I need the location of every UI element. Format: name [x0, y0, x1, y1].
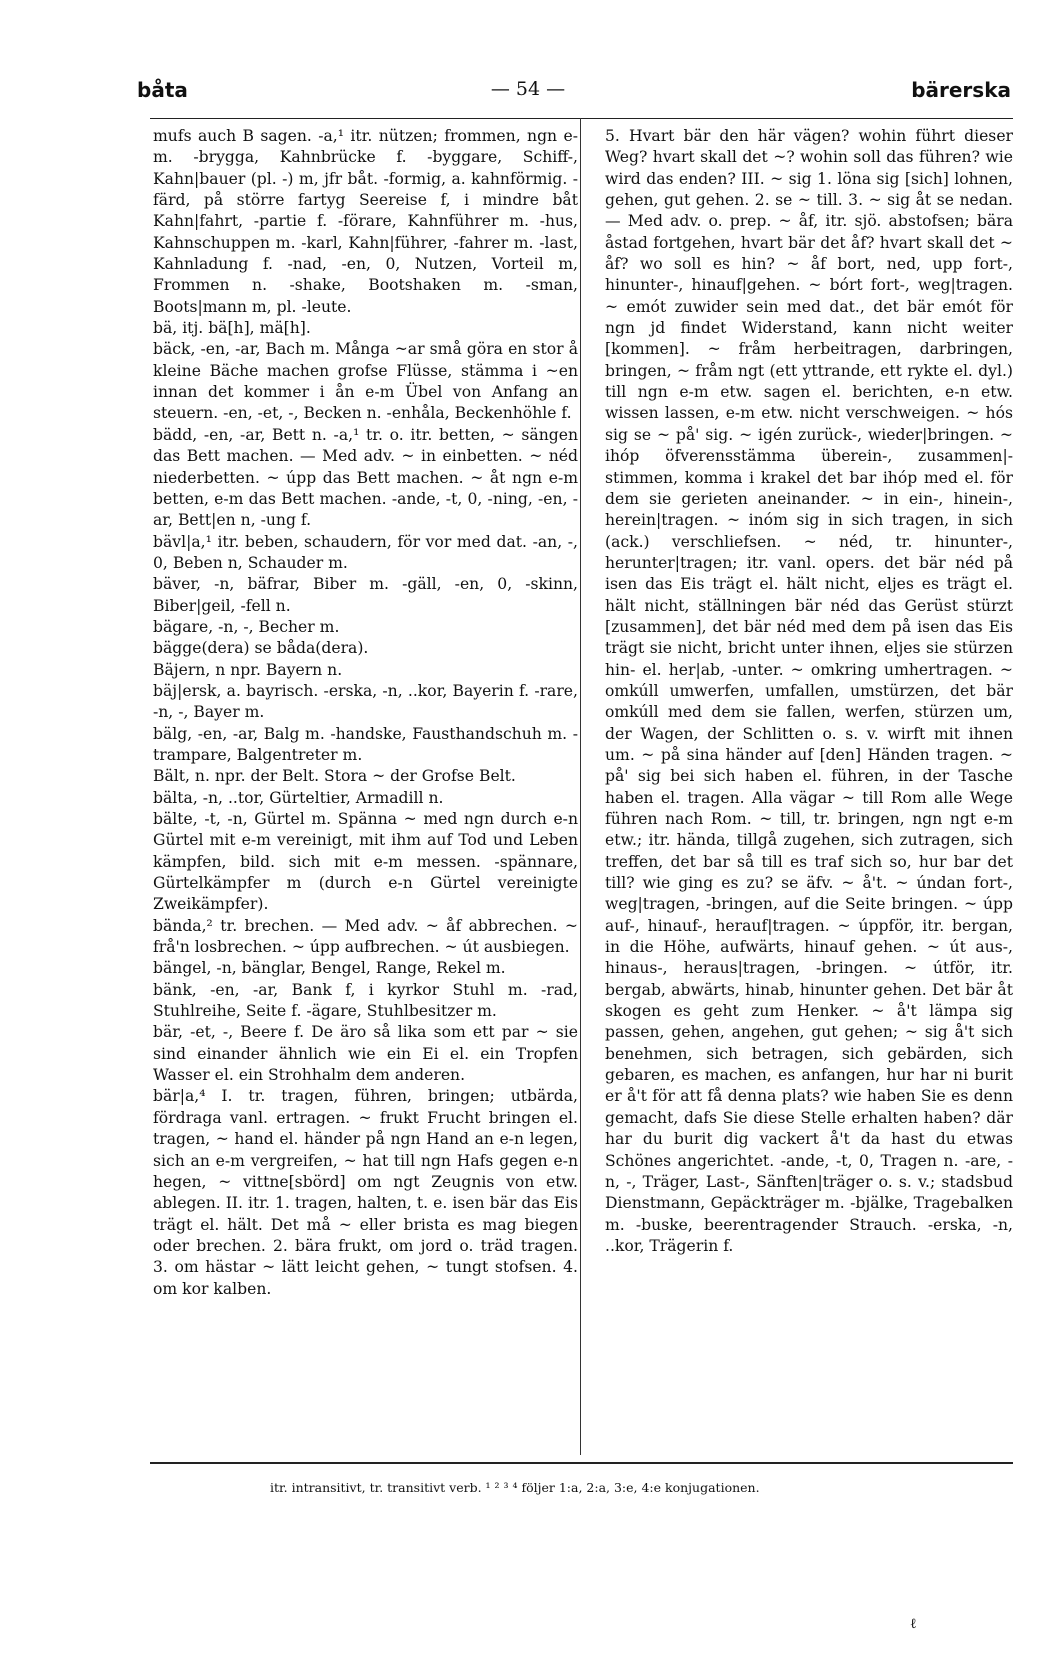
dictionary-entry: bäck, -en, -ar, Bach m. Många ~ar små göra en stor å kleine Bäche machen grofse Flüsse, stämma i ~en innan det kommer i ån e-m Übel von Anfang an steuern. -en, -et, -, Becken n. -enhåla, Beckenhöhle f.: [153, 340, 578, 423]
header-left-guide-word: båta: [137, 78, 188, 102]
dictionary-entry: bälte, -t, -n, Gürtel m. Spänna ~ med ngn durch e-n Gürtel mit e-m vereinigt, mit ihm auf Tod und Leben kämpfen, bild. sich mit e-m messen. -spännare, Gürtelkämpfer m (durch e-n Gürtel vereinigte Zweikämpfer).: [153, 810, 578, 914]
dictionary-entry: bäj|ersk, a. bayrisch. -erska, -n, ..kor, Bayerin f. -rare, -n, -, Bayer m.: [153, 681, 578, 722]
page-header: [0, 78, 1056, 108]
dictionary-entry: bär|a,⁴ I. tr. tragen, führen, bringen; utbärda, fördraga vanl. ertragen. ~ frukt Frucht bringen el. tragen, ~ hand el. händer på ngn Hand an e-n legen, sich an e-m vergreifen, ~ hat till ngn Hafs gegen e-n hegen, ~ vittne[sbörd] om ngt Zeugnis von etw. ablegen. II. itr. 1. tragen, halten, t. e. isen bär das Eis trägt el. hält. Det må ~ eller brista es mag biegen oder brechen. 2. bära frukt, om jord o. träd tragen. 3. om hästar ~ lätt leicht gehen, ~ tungt stofsen. 4. om kor kalben.: [153, 1087, 578, 1298]
dictionary-entry: bägge(dera) se båda(dera).: [153, 639, 369, 658]
corner-mark: ℓ: [910, 1616, 917, 1632]
dictionary-entry: mufs auch B sagen. -a,¹ itr. nützen; frommen, ngn e-m. -brygga, Kahnbrücke f. -byggare, Schiff-, Kahn|bauer (pl. -) m, jfr båt. -formig, a. kahnförmig. -färd, på större fartyg Seereise f, i mindre båt Kahn|fahrt, -partie f. -förare, Kahnführer m. -hus, Kahnschuppen m. -karl, Kahn|führer, -fahrer m. -last, Kahnladung f. -nad, -en, 0, Nutzen, Vorteil m, Frommen n. -shake, Bootshaken m. -sman, Boots|mann m, pl. -leute.: [153, 127, 578, 316]
footnote: itr. intransitivt, tr. transitivt verb. ¹ ² ³ ⁴ följer 1:a, 2:a, 3:e, 4:e konjugationen.: [270, 1480, 760, 1495]
header-rule: [150, 118, 1013, 119]
dictionary-entry: 5. Hvart bär den här vägen? wohin führt dieser Weg? hvart skall det ~? wohin soll das führen? wie wird das enden? III. ~ sig 1. löna sig [sich] lohnen, gehen, gut gehen. 2. se ~ till. 3. ~ sig åt se nedan. — Med adv. o. prep. ~ åf, itr. sjö. abstofsen; bära åstad fortgehen, hvart bär det åf? hvart skall det ~ åf? wo soll es hin? ~ åf bort, ned, upp fort-, hinunter-, hinauf|gehen. ~ bórt fort-, weg|tragen. ~ emót zuwider sein med dat., det bär emót för ngn jd findet Widerstand, kann nicht weiter [kommen]. ~ fråm herbeitragen, darbringen, bringen, ~ fråm ngt (ett yttrande, ett rykte el. dyl.) till ngn e-m etw. sagen el. berichten, e-n etw. wissen lassen, e-m etw. nicht verschweigen. ~ hós sig se ~ på' sig. ~ igén zurück-, wieder|bringen. ~ ihóp öfverensstämma überein-, zusammen|-stimmen, komma i krakel det bar ihóp med el. för dem sie gerieten aneinander. ~ in ein-, hinein-, herein|tragen. ~ inóm sig in sich tragen, in sich (ack.) verschliefsen. ~ néd, tr. hinunter-, herunter|tragen; itr. vanl. opers. det bär néd på isen das Eis trägt el. hält nicht, eljes es trägt el. hält nicht, ställningen bär néd das Gerüst stürzt [zusammen], det bär néd med dem på isen das Eis trägt sie nicht, bricht unter ihnen, eljes sie stürzen hin- el. her|ab, -unter. ~ omkring umhertragen. ~ omkúll umwerfen, umfallen, umstürzen, det bär omkúll med dem sie fallen, werfen, stürzen um, der Wagen, der Schlitten o. s. v. wirft mit ihnen um. ~ på sina händer auf [den] Händen tragen. ~ på' sig bei sich haben el. führen, in der Tasche haben el. tragen. Alla vägar ~ till Rom alle Wege führen nach Rom. ~ till, tr. bringen, ngn ngt e-m etw.; itr. hända, tillgå zugehen, sich zutragen, sich treffen, det bar så till es traf sich so, hur bar det till? wie ging es zu? se äfv. ~ å't. ~ úndan fort-, weg|tragen, -bringen, auf die Seite bringen. ~ úpp auf-, hinauf-, herauf|tragen. ~ úppför, itr. bergan, in die Höhe, aufwärts, hinauf gehen. ~ út aus-, hinaus-, heraus|tragen, -bringen. ~ útför, itr. bergab, abwärts, hinab, hinunter gehen. Det bär åt skogen es geht zum Henker. ~ å't lämpa sig passen, gehen, angehen, gut gehen; ~ sig å't sich benehmen, sich betragen, sich gebärden, sich gebaren, es machen, es anfangen, hur har ni burit er å't för att få denna plats? wie haben Sie es denn gemacht, dafs Sie diese Stelle erhalten haben? där har du burit dig vackert å't da hast du etwas Schönes angerichtet. -ande, -t, 0, Tragen n. -are, -n, -, Träger, Last-, Sänften|träger o. s. v.; stadsbud Dienstmann, Gepäckträger m. -bjälke, Tragebalken m. -buske, beerentragender Strauch. -erska, -n, ..kor, Trägerin f.: [605, 127, 1013, 1255]
dictionary-entry: bävl|a,¹ itr. beben, schaudern, för vor med dat. -an, -, 0, Beben n, Schauder m.: [153, 532, 578, 572]
dictionary-entry: bä, itj. bä[h], mä[h].: [153, 319, 311, 338]
dictionary-entry: bänk, -en, -ar, Bank f, i kyrkor Stuhl m. -rad, Stuhlreihe, Seite f. -ägare, Stuhlbesitzer m.: [153, 980, 578, 1021]
right-column: [605, 126, 1013, 1448]
column-divider: [580, 118, 581, 1455]
dictionary-entry: bängel, -n, bänglar, Bengel, Range, Rekel m.: [153, 959, 506, 978]
footer-rule: [150, 1462, 1013, 1464]
dictionary-entry: bälg, -en, -ar, Balg m. -handske, Fausthandschuh m. -trampare, Balgentreter m.: [153, 724, 578, 764]
dictionary-entry: Bält, n. npr. der Belt. Stora ~ der Grofse Belt.: [153, 767, 516, 786]
header-right-guide-word: bärerska: [911, 78, 1011, 102]
dictionary-entry: bälta, -n, ..tor, Gürteltier, Armadill n.: [153, 788, 444, 807]
page-number: — 54 —: [490, 78, 566, 100]
dictionary-entry: bär, -et, -, Beere f. De äro så lika som ett par ~ sie sind einander ähnlich wie ein Ei el. ein Tropfen Wasser el. ein Strohhalm dem anderen.: [153, 1023, 578, 1085]
dictionary-entry: bägare, -n, -, Becher m.: [153, 617, 340, 636]
left-column: [153, 126, 578, 1448]
dictionary-entry: Bäjern, n npr. Bayern n.: [153, 660, 343, 679]
dictionary-entry: bädd, -en, -ar, Bett n. -a,¹ tr. o. itr. betten, ~ sängen das Bett machen. — Med adv. ~ in einbetten. ~ néd niederbetten. ~ úpp das Bett machen. ~ åt ngn e-m betten, e-m das Bett machen. -ande, -t, 0, -ning, -en, -ar, Bett|en n, -ung f.: [153, 425, 578, 530]
dictionary-entry: bända,² tr. brechen. — Med adv. ~ åf abbrechen. ~ frå'n losbrechen. ~ úpp aufbrechen. ~ út ausbiegen.: [153, 916, 578, 957]
dictionary-entry: bäver, -n, bäfrar, Biber m. -gäll, -en, 0, -skinn, Biber|geil, -fell n.: [153, 575, 578, 615]
